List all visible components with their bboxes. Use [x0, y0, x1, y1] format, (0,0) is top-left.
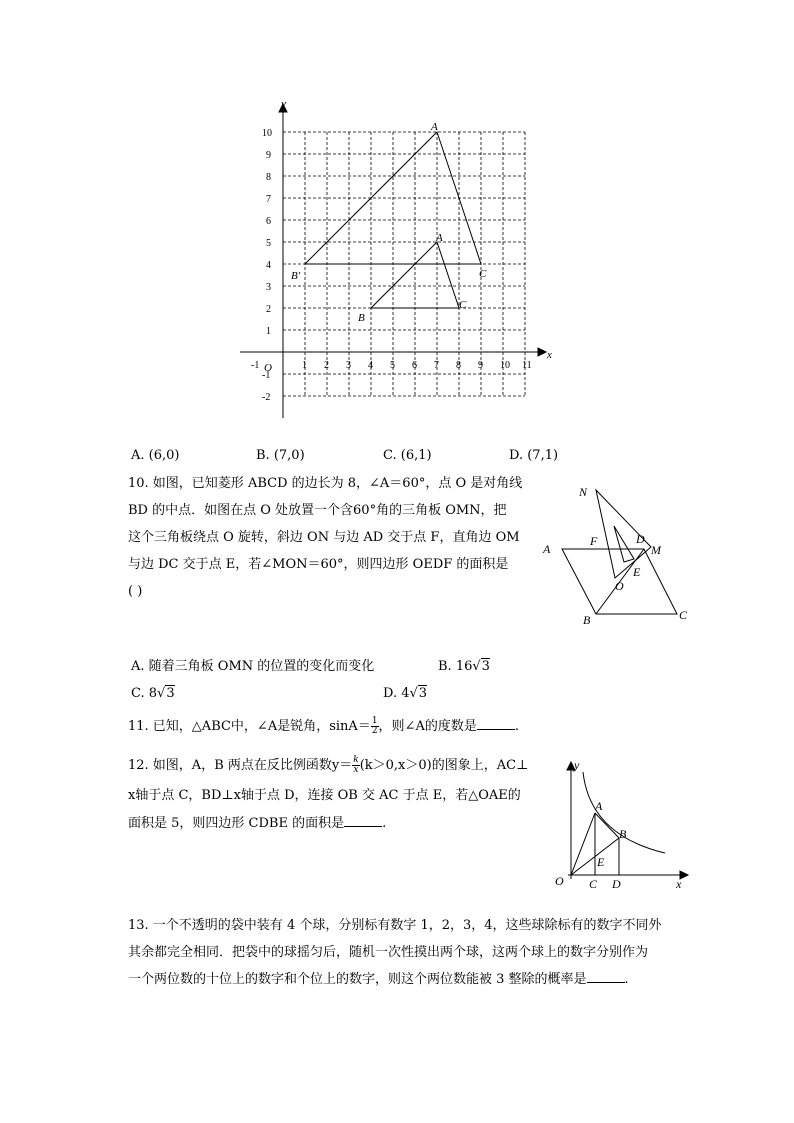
y-tick-label: 1	[266, 326, 271, 337]
q12-line-3-wrap	[128, 810, 386, 837]
fig12-label-O: O	[555, 874, 564, 888]
x-tick-label: 5	[390, 360, 395, 371]
inverse-function-figure	[550, 755, 700, 895]
fig10-label-N: N	[579, 485, 588, 499]
x-axis-label: x	[547, 349, 552, 361]
origin-label: O	[264, 362, 272, 374]
q12-line-2: x轴于点 C，BD⊥x轴于点 D，连接 OB 交 AC 于点 E，若△OAE的	[128, 788, 521, 803]
y-tick-label: 3	[266, 282, 271, 293]
fig12-label-E: E	[597, 855, 605, 869]
q12-frac-num: k	[353, 755, 359, 765]
fig10-label-B: B	[583, 613, 591, 627]
y-tick-label: 5	[266, 238, 271, 249]
fig10-label-E: E	[633, 565, 641, 579]
y-tick-label: 9	[266, 150, 271, 161]
q11-text	[128, 713, 519, 740]
q10-option-c-radicand: 3	[166, 686, 175, 701]
q12-answer-blank[interactable]	[344, 814, 382, 827]
q13-end: .	[624, 972, 629, 987]
fig10-label-O: O	[615, 579, 624, 593]
q10-option-b[interactable]: B. 16√3	[438, 659, 490, 674]
q13-answer-blank[interactable]	[587, 970, 625, 983]
q10-option-c-prefix: C. 8	[131, 686, 158, 701]
q11-end: .	[514, 719, 519, 734]
q11-answer-blank[interactable]	[477, 717, 515, 730]
fig12-label-y: y	[574, 758, 580, 772]
y-tick-label: 2	[266, 304, 271, 315]
small-tri-label-A: A	[436, 232, 443, 244]
y-axis-label: y	[281, 98, 286, 110]
y-tick-label: 8	[266, 172, 271, 183]
big-tri-label-C: C	[479, 268, 487, 280]
q11-suffix: ，则∠A的度数是	[378, 719, 477, 734]
q13-line-2: 其余都完全相同．把袋中的球摇匀后，随机一次性摸出两个球，这两个球上的数字分别作为	[128, 945, 649, 960]
q12-line-1a: 12. 如图，A，B 两点在反比例函数y＝	[128, 758, 353, 773]
x-tick-label: 1	[302, 360, 307, 371]
rhombus-figure	[535, 475, 700, 630]
fig12-label-B: B	[619, 827, 627, 841]
x-tick-label: 4	[368, 360, 373, 371]
segment-AB	[595, 813, 619, 838]
fig12-label-D: D	[612, 877, 621, 891]
fig10-label-D: D	[636, 532, 645, 546]
x-tick-label: -1	[251, 360, 260, 371]
y-tick-label: -1	[262, 370, 271, 381]
q11-fraction	[371, 717, 379, 736]
q9-option-c[interactable]: C. (6,1)	[383, 448, 432, 463]
q12-line-1b: (k＞0,x＞0)的图象上，AC⊥	[359, 758, 529, 773]
x-tick-label: 6	[412, 360, 417, 371]
q10-option-d[interactable]: D. 4√3	[383, 686, 428, 701]
q13-line-3-wrap	[128, 966, 629, 993]
q12-end: .	[382, 816, 387, 831]
q10-option-c[interactable]: C. 8√3	[131, 686, 175, 701]
q10-option-d-radicand: 3	[418, 686, 428, 701]
y-tick-label: 7	[266, 194, 271, 205]
fig12-label-x: x	[676, 877, 682, 891]
big-tri-label-B: B'	[291, 270, 301, 282]
q12-line-1	[128, 752, 528, 779]
q10-line-1: 10. 如图，已知菱形 ABCD 的边长为 8，∠A＝60°，点 O 是对角线	[128, 476, 523, 491]
small-tri-label-B: B	[358, 312, 365, 324]
y-tick-label: 10	[262, 128, 272, 139]
fig12-label-C: C	[589, 877, 598, 891]
triangle-board-inner	[614, 526, 634, 562]
q12-line-3: 面积是 5，则四边形 CDBE 的面积是	[128, 816, 345, 831]
y-tick-label: 4	[266, 260, 271, 271]
q10-answer-paren: ( )	[128, 584, 143, 599]
q10-line-4: 与边 DC 交于点 E，若∠MON＝60°，则四边形 OEDF 的面积是	[128, 557, 509, 572]
fig10-label-A: A	[543, 542, 551, 556]
q9-option-b[interactable]: B. (7,0)	[256, 448, 305, 463]
y-tick-label: -2	[262, 392, 271, 403]
q10-line-2: BD 的中点．如图在点 O 处放置一个含60°角的三角板 OMN，把	[128, 503, 507, 518]
fig10-label-C: C	[679, 608, 688, 622]
tick-labels	[251, 128, 532, 403]
q10-option-d-prefix: D. 4	[383, 686, 410, 701]
q10-option-b-radicand: 3	[481, 659, 490, 674]
q9-option-a[interactable]: A. (6,0)	[131, 448, 180, 463]
q12-frac-den: x	[353, 765, 359, 775]
small-tri-label-C: C	[459, 299, 467, 311]
y-tick-label: 6	[266, 216, 271, 227]
q9-option-d[interactable]: D. (7,1)	[509, 448, 559, 463]
x-tick-label: 2	[324, 360, 329, 371]
q11-frac-den: 2	[371, 726, 378, 736]
q13-line-1: 13. 一个不透明的袋中装有 4 个球，分别标有数字 1，2，3，4，这些球除标有的数字不同外	[128, 918, 662, 933]
fig10-label-M: M	[651, 543, 661, 557]
x-tick-label: 8	[456, 360, 461, 371]
q10-option-b-prefix: B. 16	[438, 659, 473, 674]
fig12-label-A: A	[595, 799, 603, 813]
big-tri-label-A: A	[431, 121, 438, 133]
coordinate-grid-figure	[230, 90, 560, 420]
q10-option-a[interactable]: A. 随着三角板 OMN 的位置的变化而变化	[131, 659, 375, 674]
x-tick-label: 11	[522, 360, 532, 371]
q12-fraction	[352, 756, 359, 775]
x-tick-label: 7	[434, 360, 439, 371]
x-tick-label: 3	[346, 360, 351, 371]
q11-frac-num: 1	[371, 716, 378, 726]
q11-prefix: 11. 已知，△ABC中，∠A是锐角，sinA＝	[128, 719, 371, 734]
x-axis-arrow-icon	[538, 348, 546, 356]
x-tick-label: 10	[500, 360, 510, 371]
fig10-label-F: F	[590, 534, 598, 548]
x-tick-label: 9	[478, 360, 483, 371]
q10-line-3: 这个三角板绕点 O 旋转，斜边 ON 与边 AD 交于点 F，直角边 OM	[128, 530, 520, 545]
q13-line-3: 一个两位数的十位上的数字和个位上的数字，则这个两位数能被 3 整除的概率是	[128, 972, 587, 987]
